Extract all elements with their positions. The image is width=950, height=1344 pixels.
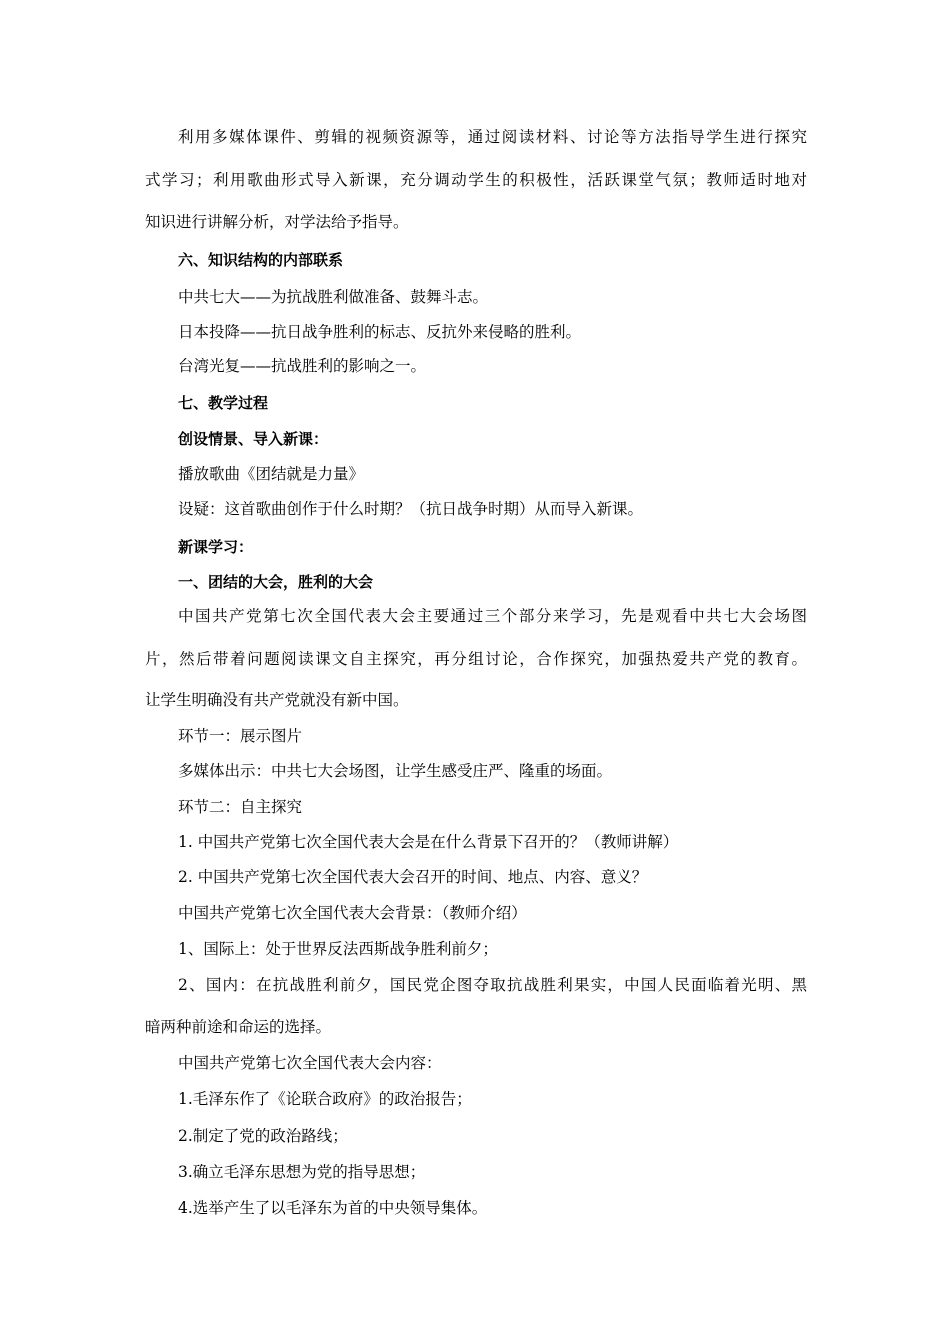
step-1-description: 多媒体出示：中共七大会场图，让学生感受庄严、隆重的场面。 [178,762,613,780]
content-title: 中国共产党第七次全国代表大会内容： [178,1054,442,1072]
song-line: 播放歌曲《团结就是力量》 [178,465,365,483]
section-6-heading: 六、知识结构的内部联系 [178,251,344,269]
subheading-new-lesson: 新课学习： [178,538,254,556]
background-item-1: 1、国际上：处于世界反法西斯战争胜利前夕； [178,940,498,958]
intro-line-2: 式学习；利用歌曲形式导入新课，充分调动学生的积极性，活跃课堂气氛；教师适时地对 [145,171,807,189]
background-item-2-line-2: 暗两种前途和命运的选择。 [145,1018,332,1036]
content-item-1: 1.毛泽东作了《论联合政府》的政治报告； [178,1090,472,1108]
background-item-2-line-1: 2、国内：在抗战胜利前夕，国民党企图夺取抗战胜利果实，中国人民面临着光明、黑 [178,976,807,994]
structure-item-3: 台湾光复——抗战胜利的影响之一。 [178,357,427,375]
question-line: 设疑：这首歌曲创作于什么时期？（抗日战争时期）从而导入新课。 [178,500,644,518]
para-1-line-3: 让学生明确没有共产党就没有新中国。 [145,691,409,709]
question-1: 1. 中国共产党第七次全国代表大会是在什么背景下召开的？（教师讲解） [178,833,679,851]
section-7-heading: 七、教学过程 [178,394,269,412]
para-1-line-2: 片，然后带着问题阅读课文自主探究，再分组讨论，合作探究，加强热爱共产党的教育。 [145,650,807,668]
intro-line-1: 利用多媒体课件、剪辑的视频资源等，通过阅读材料、讨论等方法指导学生进行探究 [178,128,807,146]
subheading-intro: 创设情景、导入新课： [178,430,329,448]
content-item-2: 2.制定了党的政治路线； [178,1127,348,1145]
structure-item-1: 中共七大——为抗战胜利做准备、鼓舞斗志。 [178,288,489,306]
para-1-line-1: 中国共产党第七次全国代表大会主要通过三个部分来学习，先是观看中共七大会场图 [178,607,807,625]
background-title: 中国共产党第七次全国代表大会背景：（教师介绍） [178,904,527,922]
question-2: 2. 中国共产党第七次全国代表大会召开的时间、地点、内容、意义？ [178,868,648,886]
content-item-3: 3.确立毛泽东思想为党的指导思想； [178,1163,426,1181]
content-item-4: 4.选举产生了以毛泽东为首的中央领导集体。 [178,1199,488,1217]
step-2-label: 环节二：自主探究 [178,798,303,816]
structure-item-2: 日本投降——抗日战争胜利的标志、反抗外来侵略的胜利。 [178,323,582,341]
intro-line-3: 知识进行讲解分析，对学法给予指导。 [145,213,409,231]
step-1-label: 环节一：展示图片 [178,727,303,745]
part-1-heading: 一、团结的大会，胜利的大会 [178,573,374,591]
